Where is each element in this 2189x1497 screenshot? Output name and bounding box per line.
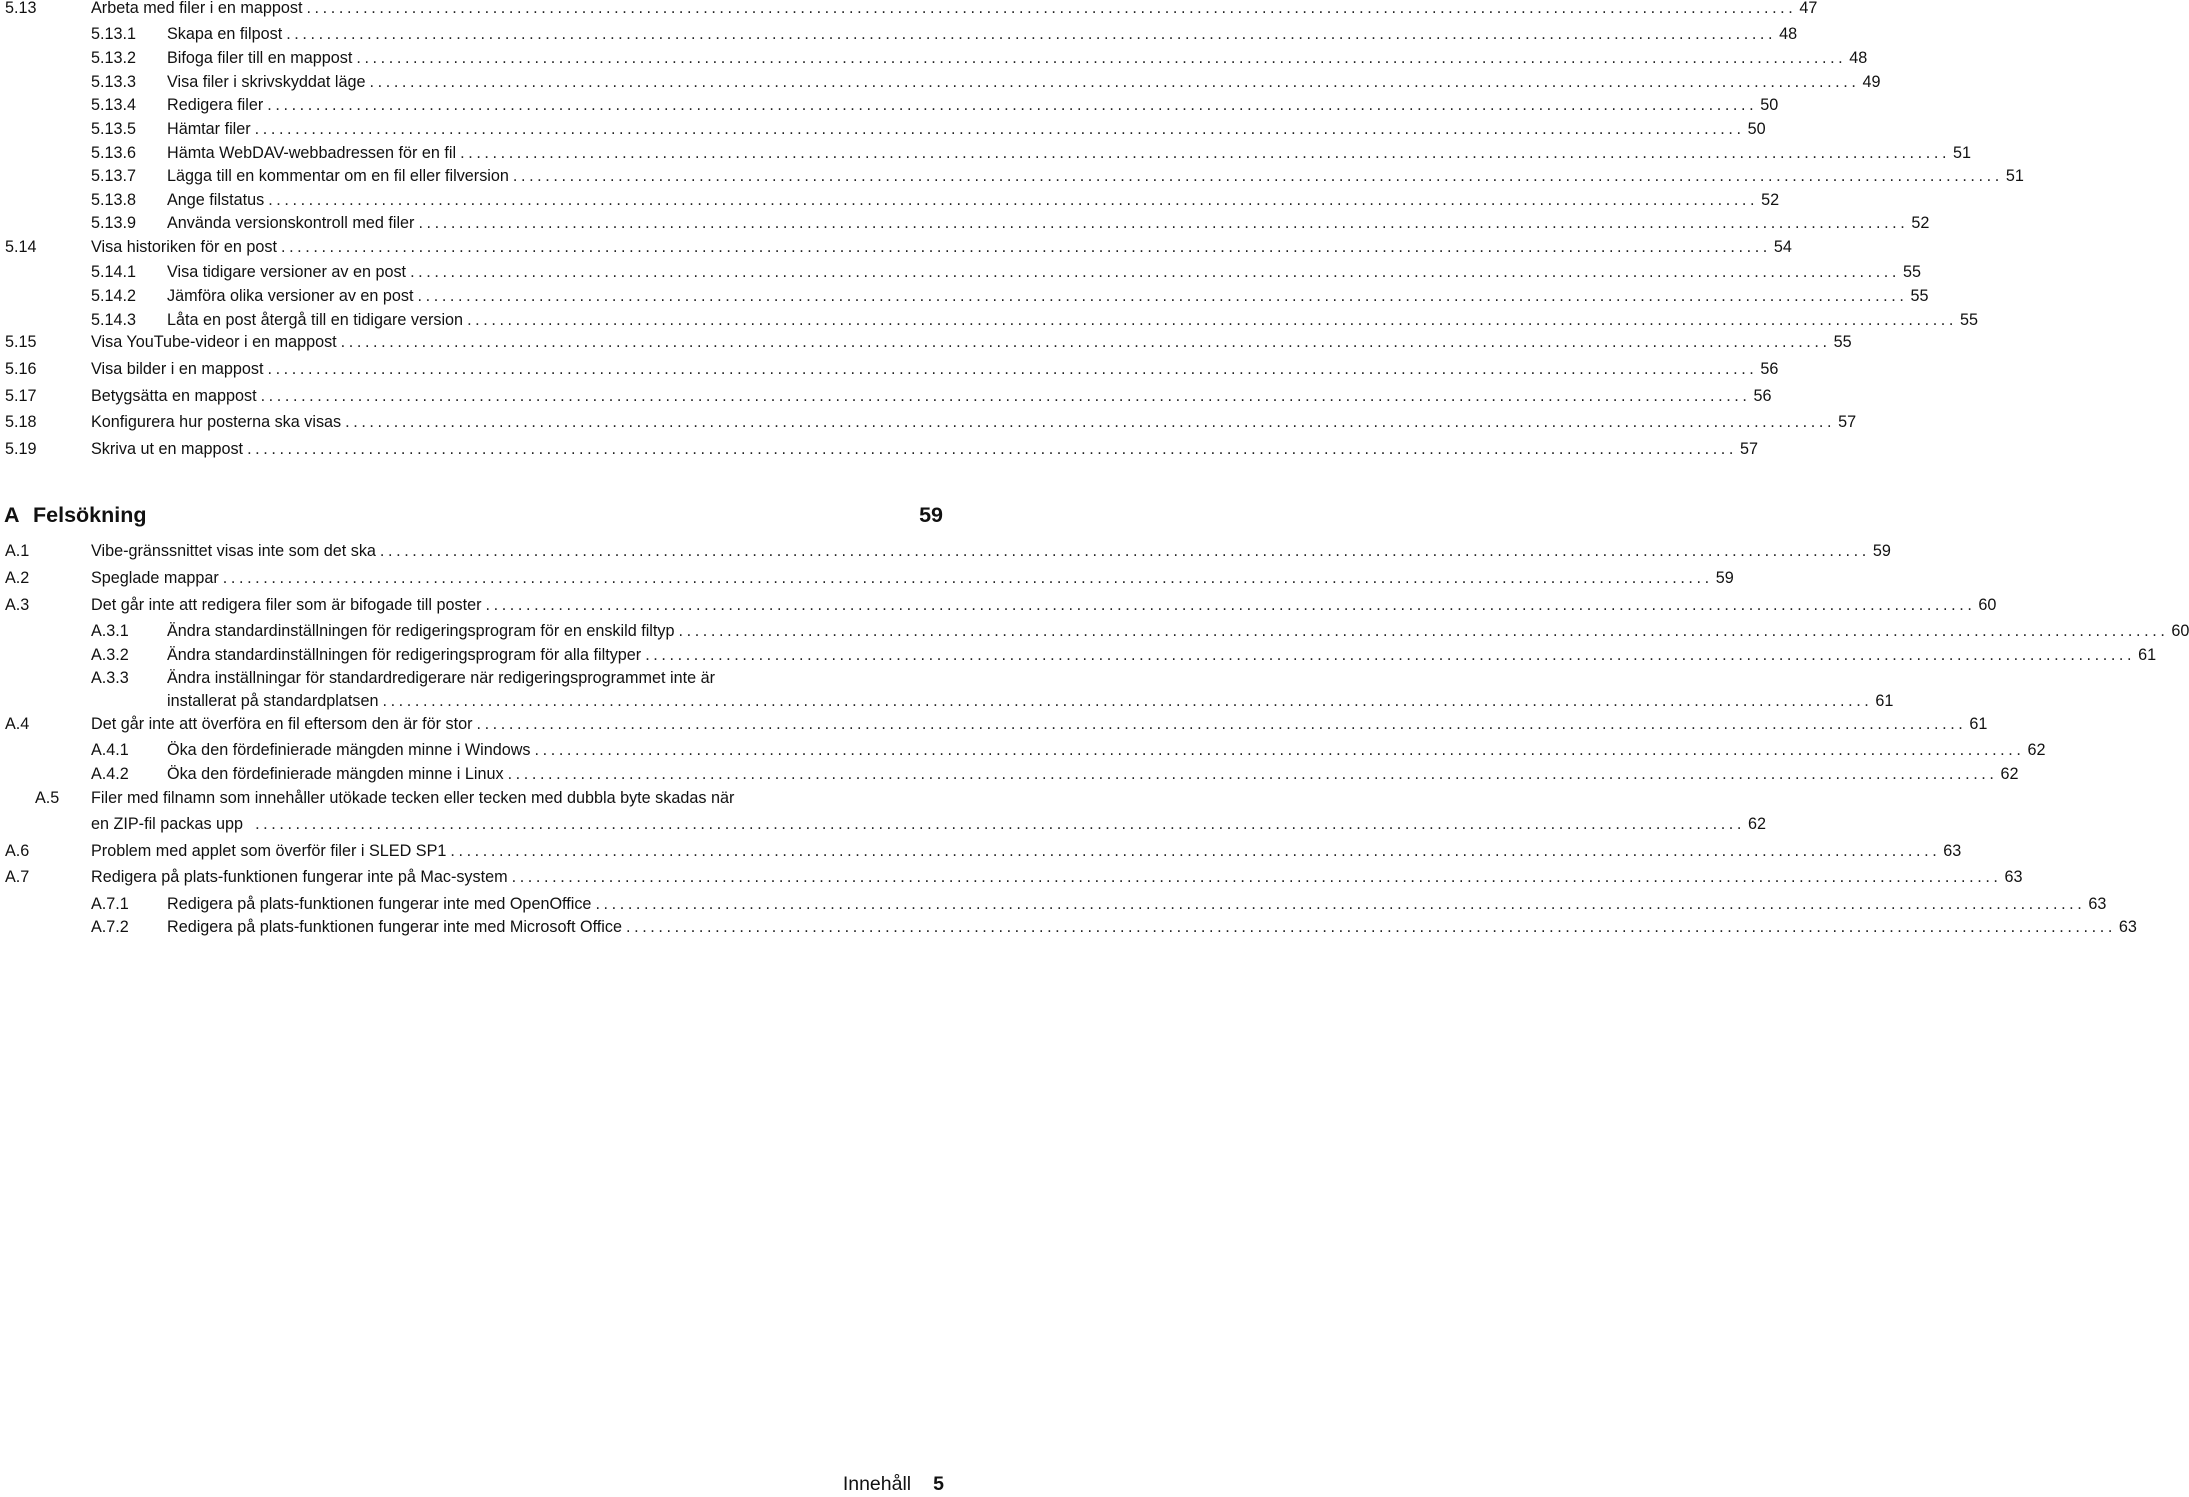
section-number: A.3	[5, 596, 30, 614]
dot-leader: ........................................................................................................................................................................................	[417, 287, 1908, 305]
toc-entry[interactable]	[91, 47, 1868, 69]
page-number: 61	[1875, 692, 1894, 710]
chapter-title: Felsökning	[33, 503, 147, 527]
section-number: 5.13	[5, 0, 37, 17]
toc-entry[interactable]	[5, 411, 1857, 433]
section-title: Hämta WebDAV-webbadressen för en fil	[167, 144, 457, 162]
footer-label: Innehåll	[842, 1473, 912, 1495]
dot-leader: ........................................................................................................................................................................................	[267, 360, 1758, 378]
dot-leader: ........................................................................................................................................................................................	[356, 49, 1847, 67]
page-number: 48	[1849, 49, 1868, 67]
section-number: A.4.2	[91, 765, 129, 783]
toc-entry[interactable]	[91, 813, 1766, 835]
toc-entry[interactable]	[5, 438, 1758, 460]
section-number: 5.14.2	[91, 287, 137, 305]
toc-entry[interactable]	[91, 118, 1766, 140]
section-title: installerat på standardplatsen	[167, 692, 379, 710]
page-number: 47	[1799, 0, 1818, 17]
page-number: 54	[1773, 238, 1792, 256]
section-title: Jämföra olika versioner av en post	[167, 287, 414, 305]
dot-leader: ........................................................................................................................................................................................	[254, 120, 1745, 138]
page-number: 59	[1872, 542, 1891, 560]
toc-entry[interactable]	[91, 189, 1780, 211]
section-number: 5.13.4	[91, 96, 137, 114]
section-title: Visa bilder i en mappost	[91, 360, 264, 378]
section-title-line: Filer med filnamn som innehåller utökade tecken eller tecken med dubbla byte skadas när	[91, 789, 735, 807]
section-number: 5.13.8	[91, 191, 137, 209]
toc-entry[interactable]	[91, 309, 1978, 331]
section-number: 5.13.2	[91, 49, 137, 67]
section-title: Ändra standardinställningen för redigeringsprogram för alla filtyper	[167, 646, 642, 664]
page-number: 59	[1715, 569, 1734, 587]
toc-entry[interactable]	[91, 71, 1881, 93]
dot-leader: ........................................................................................................................................................................................	[280, 238, 1771, 256]
section-title: Visa historiken för en post	[91, 238, 277, 256]
section-number: 5.13.1	[91, 25, 137, 43]
page-number: 52	[1761, 191, 1780, 209]
chapter-page-number: 59	[919, 503, 943, 527]
section-number: 5.14.1	[91, 263, 137, 281]
dot-leader: ........................................................................................................................................................................................	[382, 692, 1873, 710]
page-number: 60	[2171, 622, 2189, 640]
section-title: Skriva ut en mappost	[91, 440, 244, 458]
dot-leader: ........................................................................................................................................................................................	[369, 73, 1860, 91]
dot-leader: ........................................................................................................................................................................................	[410, 263, 1900, 281]
page-number: 55	[1833, 333, 1852, 351]
toc-entry[interactable]	[91, 165, 2024, 187]
dot-leader: ........................................................................................................................................................................................	[626, 918, 2116, 936]
section-number: A.3.2	[91, 646, 129, 664]
dot-leader: ........................................................................................................................................................................................	[306, 0, 1797, 17]
section-number: A.1	[5, 542, 30, 560]
page-number: 56	[1753, 387, 1772, 405]
dot-leader: ........................................................................................................................................................................................	[467, 311, 1957, 329]
section-title: Lägga till en kommentar om en fil eller filversion	[167, 167, 509, 185]
dot-leader: ........................................................................................................................................................................................	[379, 542, 1870, 560]
page-number: 61	[2138, 646, 2157, 664]
section-number: A.5	[35, 789, 60, 807]
toc-entry[interactable]	[5, 331, 1852, 353]
page-number: 48	[1779, 25, 1798, 43]
dot-leader: ........................................................................................................................................................................................	[485, 596, 1976, 614]
section-number: A.2	[5, 569, 30, 587]
section-number: A.3.3	[91, 669, 129, 687]
page-number: 55	[1902, 263, 1921, 281]
page-number: 63	[2118, 918, 2137, 936]
page-number: 49	[1862, 73, 1881, 91]
section-title-line: Ändra inställningar för standardredigerare när redigeringsprogrammet inte är	[167, 669, 715, 687]
section-title: Hämtar filer	[167, 120, 251, 138]
section-title: Redigera på plats-funktionen fungerar inte på Mac-system	[91, 868, 508, 886]
section-title: Redigera på plats-funktionen fungerar inte med OpenOffice	[167, 895, 592, 913]
section-number: 5.14.3	[91, 311, 137, 329]
section-title: Visa YouTube-videor i en mappost	[91, 333, 337, 351]
page-number: 57	[1739, 440, 1758, 458]
section-number: 5.17	[5, 387, 37, 405]
dot-leader: ........................................................................................................................................................................................	[511, 868, 2002, 886]
section-title: Arbeta med filer i en mappost	[91, 0, 303, 17]
section-title: Redigera på plats-funktionen fungerar inte med Microsoft Office	[167, 918, 622, 936]
page-number: 51	[2005, 167, 2024, 185]
dot-leader: ........................................................................................................................................................................................	[534, 741, 2025, 759]
toc-entry[interactable]	[5, 713, 1988, 735]
page-number: 50	[1760, 96, 1779, 114]
page-footer	[843, 1471, 944, 1497]
section-title: Skapa en filpost	[167, 25, 283, 43]
toc-entry[interactable]	[5, 594, 1997, 616]
page-number: 57	[1838, 413, 1857, 431]
chapter-heading[interactable]	[4, 501, 943, 529]
section-number: 5.15	[5, 333, 37, 351]
toc-entry[interactable]	[5, 358, 1779, 380]
section-number: 5.18	[5, 413, 37, 431]
dot-leader: ........................................................................................................................................................................................	[450, 842, 1941, 860]
dot-leader: ........................................................................................................................................................................................	[286, 25, 1777, 43]
dot-leader: ........................................................................................................................................................................................	[512, 167, 2003, 185]
section-number: A.7.1	[91, 895, 129, 913]
dot-leader: ........................................................................................................................................................................................	[678, 622, 2169, 640]
page-number: 61	[1969, 715, 1988, 733]
dot-leader: ........................................................................................................................................................................................	[645, 646, 2136, 664]
toc-entry[interactable]	[5, 866, 2023, 888]
page-number: 62	[2000, 765, 2019, 783]
section-title: Vibe-gränssnittet visas inte som det ska	[91, 542, 376, 560]
toc-entry[interactable]	[91, 620, 2189, 642]
section-number: A.4.1	[91, 741, 129, 759]
section-title: Betygsätta en mappost	[91, 387, 257, 405]
dot-leader: ........................................................................................................................................................................................	[418, 214, 1909, 232]
section-number: A.3.1	[91, 622, 129, 640]
page-number: 56	[1760, 360, 1779, 378]
section-number: 5.13.9	[91, 214, 137, 232]
toc-entry[interactable]	[91, 739, 2046, 761]
page-number: 50	[1747, 120, 1766, 138]
dot-leader: ........................................................................................................................................................................................	[476, 715, 1967, 733]
toc-entry[interactable]	[91, 23, 1798, 45]
page-number: 63	[2088, 895, 2107, 913]
toc-entry[interactable]	[91, 893, 2107, 915]
page-number: 52	[1911, 214, 1930, 232]
chapter-letter: A	[4, 503, 20, 527]
section-title: Det går inte att överföra en fil eftersom den är för stor	[91, 715, 473, 733]
dot-leader: ........................................................................................................................................................................................	[267, 96, 1758, 114]
section-number: 5.14	[5, 238, 37, 256]
dot-leader: ........................................................................................................................................................................................	[260, 387, 1751, 405]
dot-leader: ........................................................................................................................................................................................	[222, 569, 1713, 587]
section-title: en ZIP-fil packas upp	[91, 815, 244, 833]
section-title: Visa filer i skrivskyddat läge	[167, 73, 366, 91]
section-title: Använda versionskontroll med filer	[167, 214, 415, 232]
section-number: A.7.2	[91, 918, 129, 936]
section-number: 5.13.5	[91, 120, 137, 138]
footer-page-number: 5	[933, 1473, 944, 1495]
page-number: 63	[1943, 842, 1962, 860]
page-number: 62	[1747, 815, 1766, 833]
section-number: A.4	[5, 715, 30, 733]
dot-leader: ........................................................................................................................................................................................	[345, 413, 1836, 431]
section-title: Problem med applet som överför filer i SLED SP1	[91, 842, 447, 860]
dot-leader: ........................................................................................................................................................................................	[268, 191, 1759, 209]
section-number: 5.13.6	[91, 144, 137, 162]
dot-leader: ........................................................................................................................................................................................	[247, 440, 1737, 458]
toc-entry[interactable]	[91, 285, 1929, 307]
dot-leader: ........................................................................................................................................................................................	[460, 144, 1951, 162]
toc-entry[interactable]	[91, 94, 1779, 116]
section-title: Visa tidigare versioner av en post	[167, 263, 407, 281]
dot-leader: ........................................................................................................................................................................................	[255, 815, 1745, 833]
section-number: 5.16	[5, 360, 37, 378]
section-title: Öka den fördefinierade mängden minne i Linux	[167, 765, 504, 783]
dot-leader: ........................................................................................................................................................................................	[507, 765, 1998, 783]
toc-entry[interactable]	[5, 567, 1734, 589]
toc-entry[interactable]	[5, 385, 1772, 407]
toc-entry[interactable]	[167, 690, 1894, 712]
toc-entry[interactable]	[91, 212, 1930, 234]
toc-entry[interactable]	[91, 142, 1972, 164]
section-title: Redigera filer	[167, 96, 264, 114]
section-title: Konfigurera hur posterna ska visas	[91, 413, 342, 431]
toc-entry[interactable]	[5, 0, 1818, 19]
toc-entry[interactable]	[5, 236, 1792, 258]
section-number: A.7	[5, 868, 30, 886]
page-number: 60	[1978, 596, 1997, 614]
section-title: Bifoga filer till en mappost	[167, 49, 353, 67]
section-number: 5.13.7	[91, 167, 137, 185]
toc-entry[interactable]	[5, 840, 1962, 862]
toc-entry[interactable]	[91, 261, 1921, 283]
section-title: Det går inte att redigera filer som är bifogade till poster	[91, 596, 482, 614]
dot-leader: ........................................................................................................................................................................................	[340, 333, 1831, 351]
page-number: 62	[2027, 741, 2046, 759]
page-number: 51	[1953, 144, 1972, 162]
toc-entry[interactable]	[91, 763, 2019, 785]
page-number: 55	[1959, 311, 1978, 329]
section-number: A.6	[5, 842, 30, 860]
section-title: Ändra standardinställningen för redigeringsprogram för en enskild filtyp	[167, 622, 675, 640]
toc-entry[interactable]	[91, 644, 2157, 666]
section-title: Ange filstatus	[167, 191, 265, 209]
dot-leader: ........................................................................................................................................................................................	[595, 895, 2086, 913]
page-number: 55	[1910, 287, 1929, 305]
section-title: Låta en post återgå till en tidigare version	[167, 311, 464, 329]
section-title: Öka den fördefinierade mängden minne i Windows	[167, 741, 531, 759]
toc-entry[interactable]	[5, 540, 1891, 562]
section-number: 5.13.3	[91, 73, 137, 91]
page-number: 63	[2004, 868, 2023, 886]
section-number: 5.19	[5, 440, 37, 458]
section-title: Speglade mappar	[91, 569, 219, 587]
toc-entry[interactable]	[91, 916, 2137, 938]
